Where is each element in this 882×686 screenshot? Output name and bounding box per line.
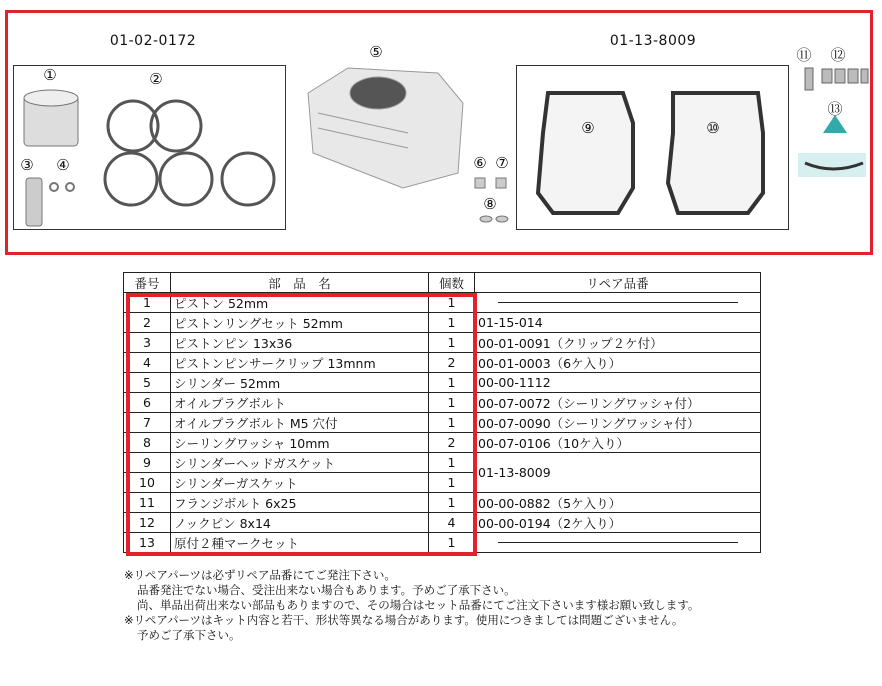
cell-repair: 01-13-8009 xyxy=(475,453,761,493)
cylinder-image xyxy=(308,68,463,188)
cell-qty: 1 xyxy=(429,293,475,313)
bolt-dowel-image xyxy=(805,68,868,90)
cell-no: 4 xyxy=(124,353,171,373)
parts-illustration xyxy=(8,13,870,252)
cell-name: シリンダーヘッドガスケット xyxy=(171,453,429,473)
cell-name: ピストン 52mm xyxy=(171,293,429,313)
cell-qty: 1 xyxy=(429,313,475,333)
header-repair: リペア品番 xyxy=(475,273,761,293)
note-line: 品番発注でない場合、受注出来ない場合もあります。予めご了承下さい。 xyxy=(137,583,516,597)
cell-name: シリンダーガスケット xyxy=(171,473,429,493)
cell-qty: 1 xyxy=(429,533,475,553)
cell-no: 8 xyxy=(124,433,171,453)
callout-11: ⑪ xyxy=(796,46,812,64)
cell-qty: 4 xyxy=(429,513,475,533)
callout-8: ⑧ xyxy=(483,195,497,213)
piston-image xyxy=(24,90,78,146)
note-line: ※リペアパーツは必ずリペア品番にてご発注下さい。 xyxy=(124,568,396,582)
cell-repair: 00-01-0003（6ケ入り） xyxy=(475,353,761,373)
cell-name: ピストンピン 13x36 xyxy=(171,333,429,353)
cell-qty: 1 xyxy=(429,473,475,493)
header-name: 部 品 名 xyxy=(171,273,429,293)
cell-name: シーリングワッシャ 10mm xyxy=(171,433,429,453)
table-header xyxy=(124,273,761,293)
cell-qty: 1 xyxy=(429,493,475,513)
header-qty: 個数 xyxy=(429,273,475,293)
cell-repair-none xyxy=(475,533,761,553)
cell-repair: 00-07-0072（シーリングワッシャ付） xyxy=(475,393,761,413)
highlight-box xyxy=(126,293,477,556)
cell-qty: 1 xyxy=(429,413,475,433)
cell-no: 1 xyxy=(124,293,171,313)
cell-no: 10 xyxy=(124,473,171,493)
piston-pin-image xyxy=(26,178,42,226)
callout-3: ③ xyxy=(20,156,34,174)
cell-repair: 00-00-1112 xyxy=(475,373,761,393)
gasket-kit-label: 01-13-8009 xyxy=(609,33,697,49)
circlips-image xyxy=(50,183,74,191)
cell-no: 2 xyxy=(124,313,171,333)
dash-line xyxy=(498,542,738,543)
note-line: ※リペアパーツはキット内容と若干、形状等異なる場合があります。使用につきましては問題ございません。 xyxy=(124,613,684,627)
cell-repair: 01-15-014 xyxy=(475,313,761,333)
piston-rings-image xyxy=(105,101,274,205)
dash-line xyxy=(498,302,738,303)
cell-qty: 1 xyxy=(429,393,475,413)
cell-name: ノックピン 8x14 xyxy=(171,513,429,533)
cell-no: 7 xyxy=(124,413,171,433)
note-line: 予めご了承下さい。 xyxy=(137,628,241,642)
cell-repair: 00-00-0194（2ケ入り） xyxy=(475,513,761,533)
cell-no: 13 xyxy=(124,533,171,553)
cell-qty: 1 xyxy=(429,333,475,353)
cell-qty: 2 xyxy=(429,433,475,453)
notes xyxy=(124,568,699,643)
cell-no: 12 xyxy=(124,513,171,533)
callout-2: ② xyxy=(149,70,163,88)
cell-name: オイルプラグボルト xyxy=(171,393,429,413)
callout-9: ⑨ xyxy=(581,119,595,137)
piston-kit-label: 01-02-0172 xyxy=(109,33,197,49)
cell-qty: 1 xyxy=(429,453,475,473)
callout-10: ⑩ xyxy=(706,119,720,137)
callout-1: ① xyxy=(43,66,57,84)
cell-repair: 00-01-0091（クリップ２ケ付） xyxy=(475,333,761,353)
cell-qty: 1 xyxy=(429,373,475,393)
cell-no: 9 xyxy=(124,453,171,473)
cell-qty: 2 xyxy=(429,353,475,373)
callout-12: ⑫ xyxy=(830,46,846,64)
cell-name: オイルプラグボルト M5 穴付 xyxy=(171,413,429,433)
callout-6: ⑥ xyxy=(473,154,487,172)
cell-repair: 00-00-0882（5ケ入り） xyxy=(475,493,761,513)
callout-13: ⑬ xyxy=(827,100,843,118)
cell-no: 6 xyxy=(124,393,171,413)
cell-name: ピストンピンサークリップ 13mnm xyxy=(171,353,429,373)
cell-repair-none xyxy=(475,293,761,313)
note-line: 尚、単品出荷出来ない部品もありますので、その場合はセット品番にてご注文下さいます様お願い致します。 xyxy=(137,598,700,612)
parts-diagram xyxy=(5,10,873,255)
callout-4: ④ xyxy=(56,156,70,174)
callout-5: ⑤ xyxy=(369,43,383,61)
cell-no: 11 xyxy=(124,493,171,513)
cell-name: フランジボルト 6x25 xyxy=(171,493,429,513)
cell-no: 3 xyxy=(124,333,171,353)
cell-name: シリンダー 52mm xyxy=(171,373,429,393)
mark-set-image xyxy=(798,115,866,177)
cell-name: ピストンリングセット 52mm xyxy=(171,313,429,333)
header-no: 番号 xyxy=(124,273,171,293)
callout-7: ⑦ xyxy=(495,154,509,172)
cell-repair: 00-07-0106（10ケ入り） xyxy=(475,433,761,453)
cell-repair: 00-07-0090（シーリングワッシャ付） xyxy=(475,413,761,433)
cell-name: 原付２種マークセット xyxy=(171,533,429,553)
gaskets-image xyxy=(538,93,763,213)
cell-no: 5 xyxy=(124,373,171,393)
